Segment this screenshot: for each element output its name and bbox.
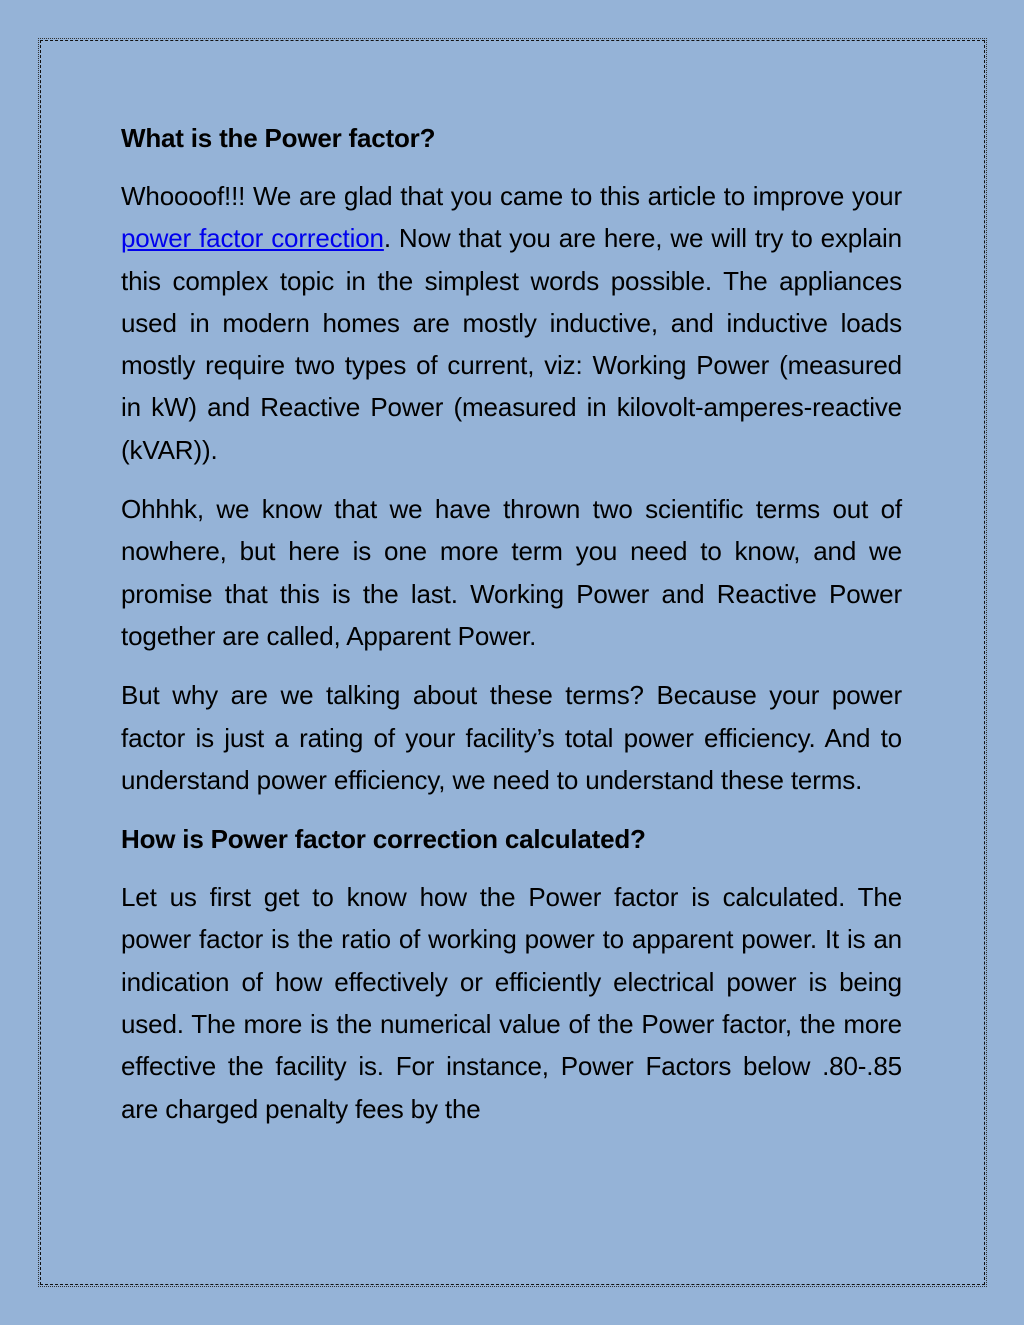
power-factor-correction-link[interactable]: power factor correction	[121, 223, 384, 254]
document-body	[121, 117, 902, 1147]
heading-what-is-power-factor: What is the Power factor?	[121, 123, 436, 153]
heading-how-calculated: How is Power factor correction calculated?	[121, 824, 646, 855]
paragraph-why-terms: But why are we talking about these terms? Because your power factor is just a rating of your facility’s total power efficiency. And to understand power efficiency, we need to understand these terms.	[121, 680, 902, 795]
paragraph-intro-text-end: . Now that you are here, we will try to explain this complex topic in the simplest words possible. The appliances used in modern homes are mostly inductive, and inductive loads mostly require two types of current, viz: Working Power (measured in kW) and Reactive Power (measured in kilovolt-amperes-reactive (kVAR)).	[121, 223, 902, 465]
paragraph-intro-text-start: Whoooof!!! We are glad that you came to this article to improve your	[121, 181, 902, 211]
paragraph-apparent-power: Ohhhk, we know that we have thrown two scientific terms out of nowhere, but here is one more term you need to know, and we promise that this is the last. Working Power and Reactive Power together are called, Apparent Power.	[121, 494, 902, 651]
paragraph-intro	[121, 175, 902, 471]
paragraph-calculation: Let us first get to know how the Power factor is calculated. The power factor is the ratio of working power to apparent power. It is an indication of how effectively or efficiently electrical power is being used. The more is the numerical value of the Power factor, the more effective the facility is. For instance, Power Factors below .80-.85 are charged penalty fees by the	[121, 882, 902, 1124]
